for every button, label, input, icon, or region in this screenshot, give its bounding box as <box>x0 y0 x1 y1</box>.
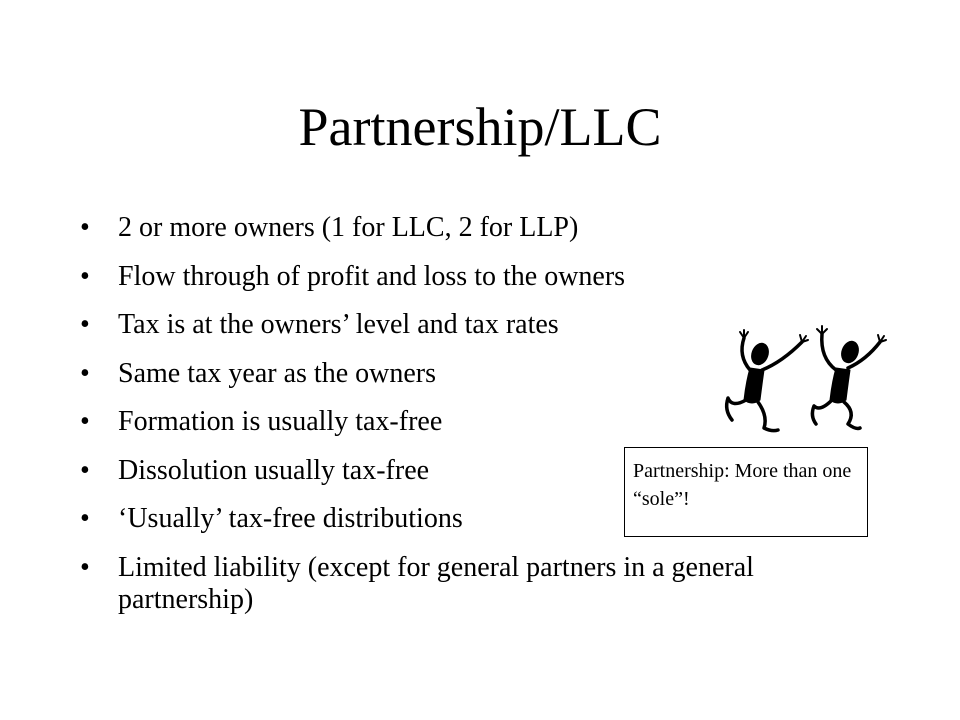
slide-title: Partnership/LLC <box>298 97 662 157</box>
bullet-text: Flow through of profit and loss to the owners <box>118 260 626 292</box>
dancing-figures-icon <box>710 320 900 440</box>
bullet-dot: • <box>80 212 90 243</box>
bullet-dot: • <box>80 406 90 437</box>
list-item <box>80 212 880 244</box>
bullet-text: Formation is usually tax-free <box>118 406 443 437</box>
bullet-text: Same tax year as the owners <box>118 357 436 389</box>
bullet-dot: • <box>80 357 90 389</box>
bullet-text: 2 or more owners (1 for LLC, 2 for LLP) <box>118 212 579 243</box>
bullet-dot: • <box>80 551 90 583</box>
list-item <box>80 261 880 293</box>
bullet-text: Tax is at the owners’ level and tax rates <box>118 309 559 340</box>
bullet-dot: • <box>80 454 90 486</box>
callout-box: Partnership: More than one “sole”! <box>624 447 868 537</box>
list-item <box>80 552 880 616</box>
bullet-text: Dissolution usually tax-free <box>118 454 430 486</box>
bullet-text: Limited liability (except for general partners in a general partnership) <box>118 551 754 615</box>
bullet-text: ‘Usually’ tax-free distributions <box>118 503 463 534</box>
bullet-dot: • <box>80 309 90 340</box>
bullet-dot: • <box>80 260 90 292</box>
bullet-dot: • <box>80 503 90 534</box>
